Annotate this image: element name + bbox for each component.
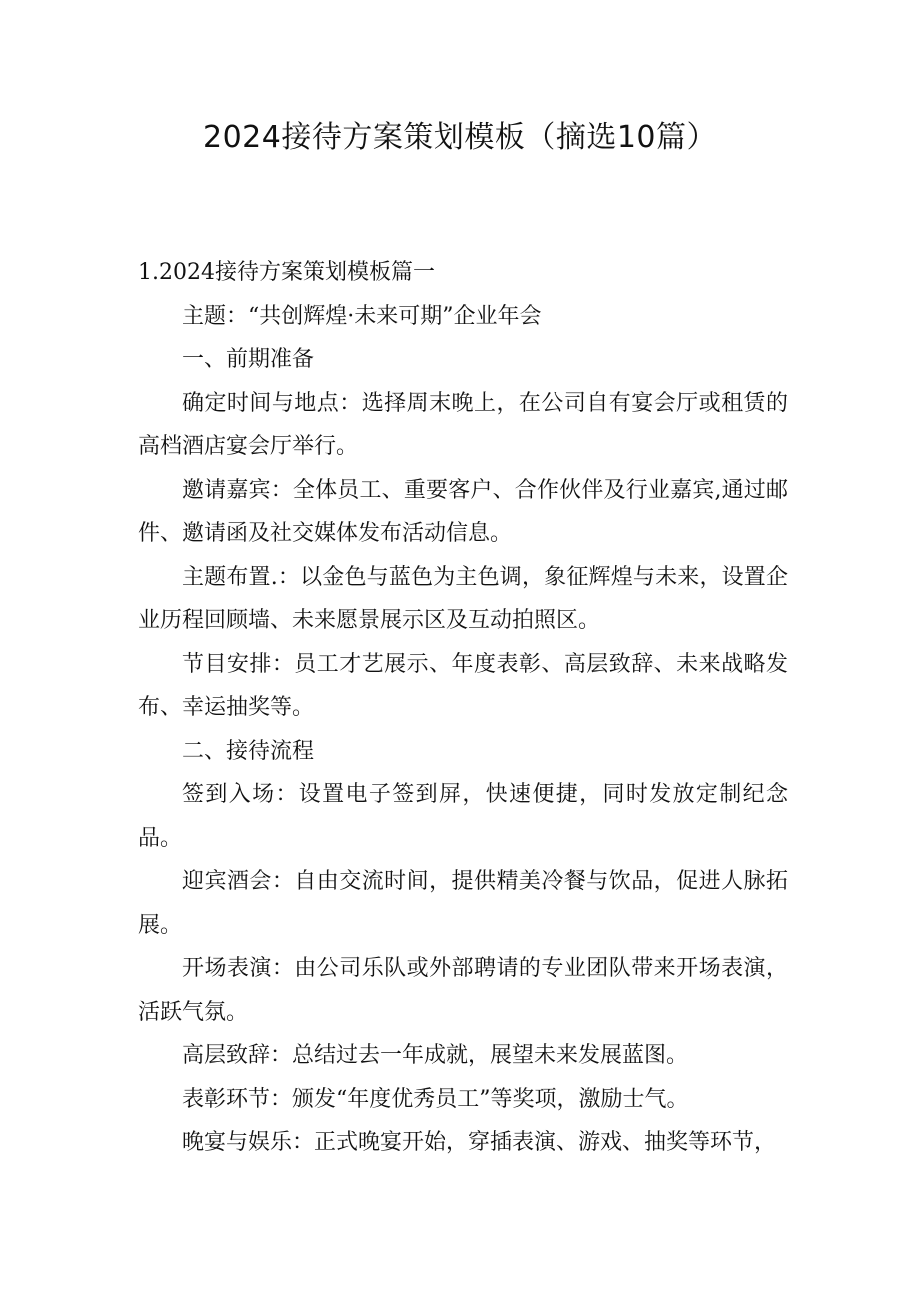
theme-line: 主题：“共创辉煌·未来可期”企业年会: [182, 303, 542, 329]
paragraph: 主题布置.：以金色与蓝色为主色调，象征辉煌与未来，设置企业历程回顾墙、未来愿景展示区及互动拍照区。: [138, 564, 788, 633]
section-heading: 1.2024接待方案策划模板篇一: [138, 260, 435, 285]
subsection-heading: 二、接待流程: [182, 738, 315, 764]
paragraph: 确定时间与地点：选择周末晚上，在公司自有宴会厅或租赁的高档酒店宴会厅举行。: [138, 390, 788, 459]
paragraph: 节目安排：员工才艺展示、年度表彰、高层致辞、未来战略发布、幸运抽奖等。: [138, 651, 788, 720]
paragraph: 高层致辞：总结过去一年成就，展望未来发展蓝图。: [182, 1043, 689, 1068]
paragraph: 邀请嘉宾：全体员工、重要客户、合作伙伴及行业嘉宾,通过邮件、邀请函及社交媒体发布活动信息。: [138, 477, 788, 546]
paragraph: 迎宾酒会：自由交流时间，提供精美冷餐与饮品，促进人脉拓展。: [138, 869, 788, 938]
paragraph: 签到入场：设置电子签到屏，快速便捷，同时发放定制纪念品。: [138, 782, 788, 851]
subsection-heading: 一、前期准备: [182, 347, 315, 372]
paragraph: 开场表演：由公司乐队或外部聘请的专业团队带来开场表演，活跃气氛。: [138, 956, 788, 1025]
paragraph: 表彰环节：颁发“年度优秀员工”等奖项，激励士气。: [182, 1086, 689, 1112]
document-body: [138, 251, 788, 1165]
document-title: 2024接待方案策划模板（摘选10篇）: [202, 120, 718, 155]
paragraph: 晚宴与娱乐：正式晚宴开始，穿插表演、游戏、抽奖等环节，: [182, 1130, 777, 1155]
